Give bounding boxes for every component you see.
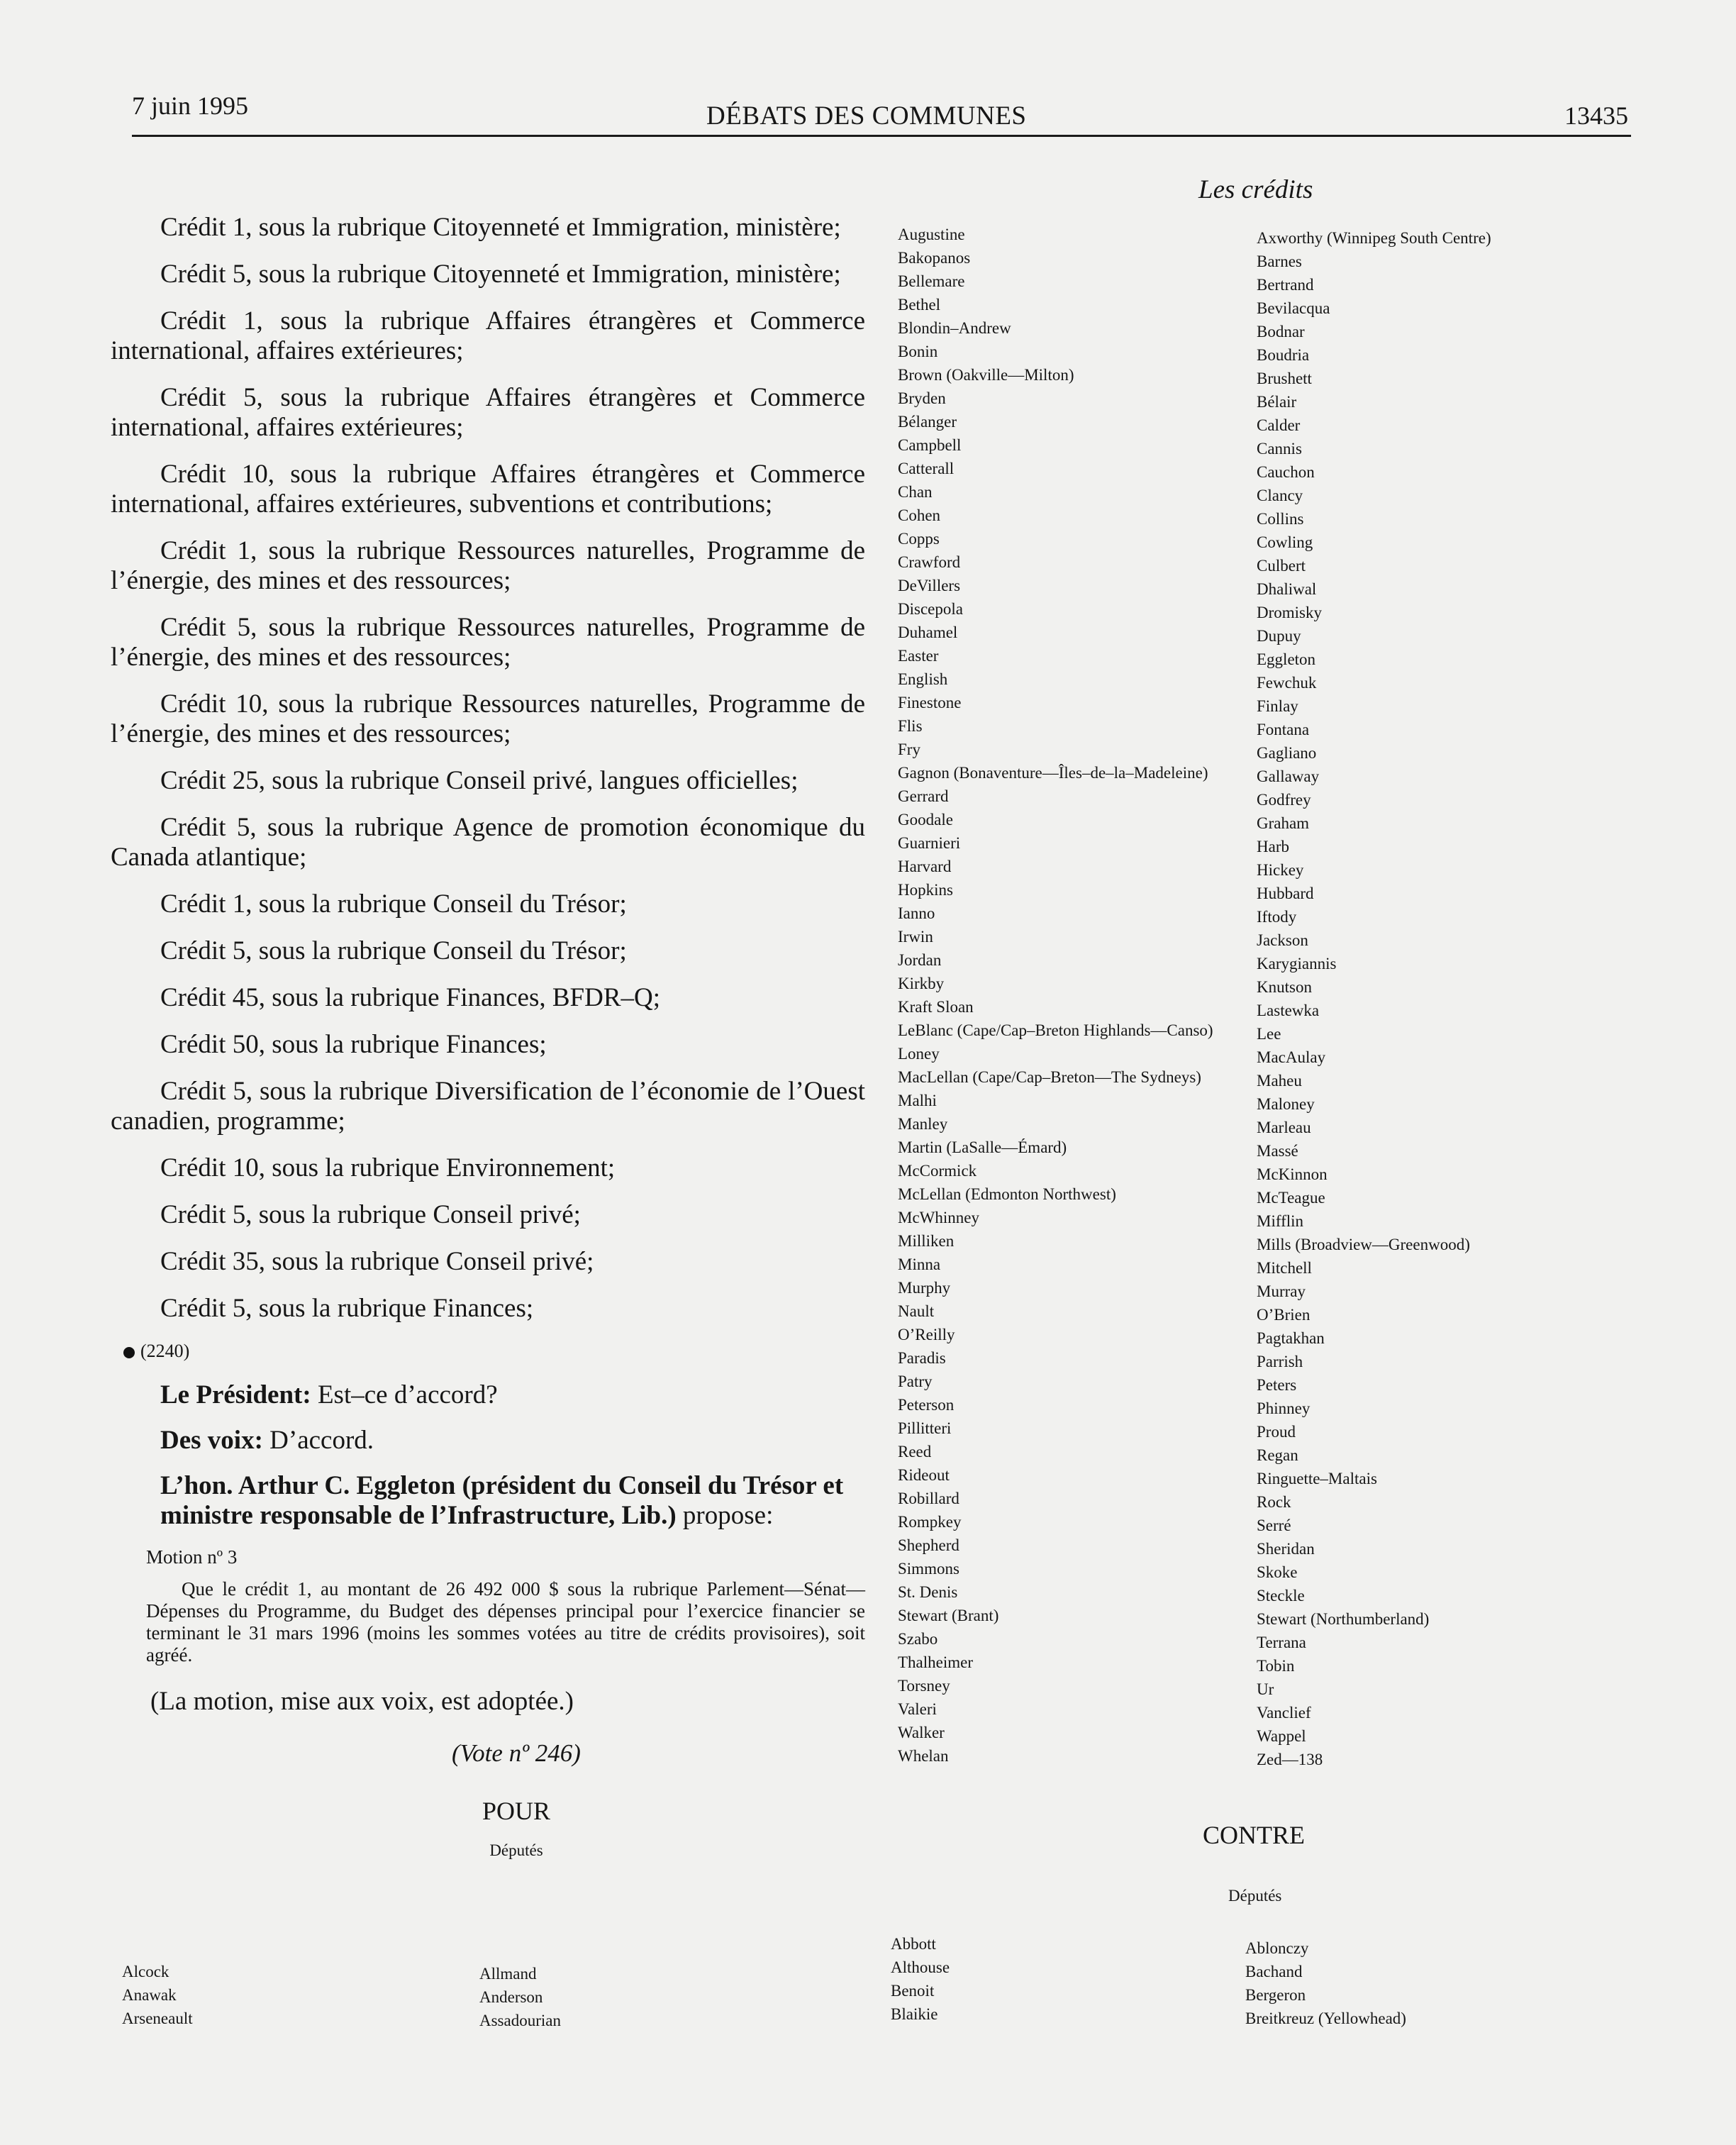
deputy-name: Iftody — [1257, 908, 1297, 926]
contre-heading: CONTRE — [1203, 1821, 1305, 1849]
deputy-name: Martin (LaSalle—Émard) — [898, 1138, 1067, 1156]
deputy-name: Cannis — [1257, 440, 1302, 458]
credits-list — [111, 213, 865, 1324]
deputy-name: Valeri — [898, 1700, 937, 1718]
deputy-name: Gagnon (Bonaventure—Îles–de–la–Madeleine) — [898, 764, 1208, 782]
deputy-name: Ianno — [898, 904, 935, 922]
deputy-name: Jordan — [898, 951, 942, 969]
bullet-icon — [123, 1347, 135, 1358]
time-marker-text: (2240) — [140, 1341, 190, 1361]
deputy-name: Stewart (Brant) — [898, 1607, 999, 1624]
deputy-name: Rompkey — [898, 1513, 962, 1531]
deputy-name: Peterson — [898, 1396, 955, 1414]
deputy-name: MacLellan (Cape/Cap–Breton—The Sydneys) — [898, 1068, 1201, 1086]
deputy-name: Fewchuk — [1257, 674, 1317, 692]
vote-label: (Vote nº 246) — [452, 1739, 581, 1767]
deputy-name: Nault — [898, 1302, 935, 1320]
deputy-name: O’Brien — [1257, 1306, 1311, 1324]
deputy-name: Blaikie — [891, 2005, 938, 2023]
deputy-name: Torsney — [898, 1677, 950, 1695]
deputy-name: Knutson — [1257, 978, 1312, 996]
deputy-name: Shepherd — [898, 1536, 959, 1554]
deputy-name: Loney — [898, 1045, 940, 1063]
deputy-name: Milliken — [898, 1232, 955, 1250]
deputy-name: Hickey — [1257, 861, 1304, 879]
pour-right-col2 — [1257, 226, 1491, 1771]
deputy-name: McKinnon — [1257, 1165, 1328, 1183]
deputy-name: Ringuette–Maltais — [1257, 1470, 1377, 1487]
deputy-name: Bryden — [898, 389, 946, 407]
deputy-name: Bodnar — [1257, 323, 1305, 340]
deputy-name: Calder — [1257, 416, 1301, 434]
deputy-name: Bethel — [898, 296, 941, 314]
deputy-name: Fontana — [1257, 721, 1310, 738]
speech-text: D’accord. — [262, 1426, 374, 1455]
deputy-name: Maloney — [1257, 1095, 1315, 1113]
deputy-name: Pillitteri — [898, 1419, 952, 1437]
deputy-name: Paradis — [898, 1349, 946, 1367]
contre-col2 — [1245, 1936, 1406, 2030]
deputy-name: McCormick — [898, 1162, 977, 1180]
deputy-name: Easter — [898, 647, 939, 665]
deputy-name: Rideout — [898, 1466, 950, 1484]
credit-item: Crédit 5, sous la rubrique Citoyenneté et Immigration, ministère; — [160, 260, 841, 289]
deputy-name: Barnes — [1257, 253, 1302, 270]
pour-bottom-col1 — [122, 1960, 193, 2030]
deputy-name: Assadourian — [479, 2012, 561, 2029]
pour-heading: POUR — [482, 1797, 551, 1825]
deputy-name: Breitkreuz (Yellowhead) — [1245, 2010, 1406, 2027]
deputy-name: LeBlanc (Cape/Cap–Breton Highlands—Canso) — [898, 1021, 1213, 1039]
deputy-name: Bergeron — [1245, 1986, 1306, 2004]
deputy-name: Thalheimer — [898, 1653, 974, 1671]
deputy-name: Jackson — [1257, 931, 1308, 949]
deputy-name: Dromisky — [1257, 604, 1322, 621]
deputy-name: Serré — [1257, 1517, 1291, 1534]
deputy-name: Murphy — [898, 1279, 951, 1297]
deputy-name: McWhinney — [898, 1209, 979, 1226]
deputy-name: Collins — [1257, 510, 1304, 528]
deputy-name: Chan — [898, 483, 933, 501]
deputy-name: Patry — [898, 1373, 933, 1390]
deputy-name: Simmons — [898, 1560, 959, 1578]
time-marker — [123, 1341, 865, 1362]
deputy-name: Alcock — [122, 1963, 169, 1980]
deputy-name: Godfrey — [1257, 791, 1311, 809]
deputy-name: Mills (Broadview—Greenwood) — [1257, 1236, 1470, 1253]
credit-item: Crédit 1, sous la rubrique Affaires étrangères et Commerce international, affaires extérieures; — [111, 306, 865, 365]
credit-item: Crédit 50, sous la rubrique Finances; — [160, 1030, 547, 1059]
deputy-name: Ur — [1257, 1680, 1274, 1698]
credit-item: Crédit 1, sous la rubrique Citoyenneté et Immigration, ministère; — [160, 213, 841, 242]
deputy-name: Cohen — [898, 506, 941, 524]
deputy-name: Lee — [1257, 1025, 1281, 1043]
contre-deputes-label: Députés — [1228, 1887, 1282, 1905]
deputy-name: Irwin — [898, 928, 933, 946]
adopted-statement: (La motion, mise aux voix, est adoptée.) — [150, 1687, 574, 1716]
pour-bottom-col2 — [479, 1962, 561, 2032]
deputy-name: Wappel — [1257, 1727, 1306, 1745]
motion-label: Motion nº 3 — [146, 1546, 238, 1568]
deputy-name: Manley — [898, 1115, 948, 1133]
speech-text: Est–ce d’accord? — [311, 1380, 498, 1409]
deputy-name: Proud — [1257, 1423, 1296, 1441]
deputy-name: Hubbard — [1257, 885, 1314, 902]
credit-item: Crédit 45, sous la rubrique Finances, BFDR–Q; — [160, 983, 661, 1012]
deputy-name: Sheridan — [1257, 1540, 1315, 1558]
deputy-name: English — [898, 670, 948, 688]
speaker-name: Des voix: — [160, 1426, 263, 1455]
deputy-name: Malhi — [898, 1092, 937, 1109]
deputy-name: Lastewka — [1257, 1002, 1320, 1019]
speaker-name: L’hon. Arthur C. Eggleton (président du Conseil du Trésor et ministre responsable de l’Infrastructure, Lib.) — [160, 1471, 844, 1530]
deputy-name: Walker — [898, 1724, 945, 1741]
deputy-name: Kirkby — [898, 975, 945, 992]
deputy-name: Goodale — [898, 811, 953, 828]
deputy-name: MacAulay — [1257, 1048, 1326, 1066]
deputy-name: Bellemare — [898, 272, 965, 290]
deputy-name: Finlay — [1257, 697, 1298, 715]
deputy-name: Axworthy (Winnipeg South Centre) — [1257, 229, 1491, 247]
credit-item: Crédit 1, sous la rubrique Ressources naturelles, Programme de l’énergie, des mines et des ressources; — [111, 536, 865, 595]
credit-item: Crédit 5, sous la rubrique Conseil du Trésor; — [160, 936, 627, 965]
deputy-name: Tobin — [1257, 1657, 1295, 1675]
credit-item: Crédit 5, sous la rubrique Conseil privé; — [160, 1200, 581, 1229]
deputy-name: Crawford — [898, 553, 961, 571]
deputy-name: Cauchon — [1257, 463, 1315, 481]
deputy-name: Cowling — [1257, 533, 1313, 551]
credit-item: Crédit 10, sous la rubrique Environnement; — [160, 1153, 616, 1182]
deputy-name: Finestone — [898, 694, 962, 711]
deputy-name: DeVillers — [898, 577, 961, 594]
deputy-name: Reed — [898, 1443, 932, 1461]
deputy-name: Maheu — [1257, 1072, 1302, 1090]
deputy-name: Culbert — [1257, 557, 1306, 575]
contre-col1 — [891, 1932, 950, 2026]
deputy-name: Graham — [1257, 814, 1310, 832]
speech-text: propose: — [676, 1501, 774, 1530]
credit-item: Crédit 10, sous la rubrique Ressources naturelles, Programme de l’énergie, des mines et des ressources; — [111, 689, 865, 748]
left-column — [111, 213, 865, 1867]
deputy-name: Skoke — [1257, 1563, 1298, 1581]
deputy-name: Phinney — [1257, 1399, 1311, 1417]
deputy-name: Clancy — [1257, 487, 1303, 504]
deputy-name: Anderson — [479, 1988, 543, 2006]
deputy-name: Bonin — [898, 343, 938, 360]
deputy-name: Harvard — [898, 858, 952, 875]
credit-item: Crédit 10, sous la rubrique Affaires étrangères et Commerce international, affaires extérieures, subventions et contributions; — [111, 460, 865, 519]
deputy-name: Campbell — [898, 436, 962, 454]
deputy-name: Copps — [898, 530, 940, 548]
deputy-name: Eggleton — [1257, 650, 1316, 668]
deputy-name: Benoit — [891, 1982, 935, 2000]
running-head: Les crédits — [1198, 175, 1313, 204]
publication-title: DÉBATS DES COMMUNES — [706, 101, 1027, 131]
page-date: 7 juin 1995 — [132, 92, 249, 120]
deputy-name: Karygiannis — [1257, 955, 1337, 972]
motion-text: Que le crédit 1, au montant de 26 492 000 $ sous la rubrique Parlement—Sénat—Dépenses du Programme, du Budget des dépenses principal pour l’exercice financier se terminant le 31 mars 1996 (moins les sommes votées au titre de crédits provisoires), soit agréé. — [146, 1578, 865, 1665]
deputy-name: Bertrand — [1257, 276, 1314, 294]
deputy-name: Zed—138 — [1257, 1751, 1323, 1768]
deputy-name: Catterall — [898, 460, 955, 477]
deputy-name: McLellan (Edmonton Northwest) — [898, 1185, 1116, 1203]
pour-deputes-label: Députés — [489, 1841, 543, 1859]
deputy-name: Gerrard — [898, 787, 949, 805]
deputy-name: St. Denis — [898, 1583, 958, 1601]
deputy-name: Stewart (Northumberland) — [1257, 1610, 1430, 1628]
deputy-name: Discepola — [898, 600, 963, 618]
deputy-name: Steckle — [1257, 1587, 1305, 1604]
credit-item: Crédit 1, sous la rubrique Conseil du Trésor; — [160, 889, 627, 919]
deputy-name: McTeague — [1257, 1189, 1325, 1207]
deputy-name: Massé — [1257, 1142, 1298, 1160]
speaker-name: Le Président: — [160, 1380, 311, 1409]
deputy-name: Althouse — [891, 1958, 950, 1976]
deputy-name: Robillard — [898, 1490, 959, 1507]
deputy-name: Minna — [898, 1256, 941, 1273]
deputy-name: Anawak — [122, 1986, 177, 2004]
deputy-name: Bélanger — [898, 413, 957, 431]
deputy-name: Abbott — [891, 1935, 936, 1953]
deputy-name: Gallaway — [1257, 767, 1320, 785]
deputy-name: Harb — [1257, 838, 1289, 855]
deputy-name: Brown (Oakville—Milton) — [898, 366, 1074, 384]
page-number: 13435 — [1564, 101, 1628, 130]
deputy-name: Terrana — [1257, 1634, 1306, 1651]
deputy-name: Augustine — [898, 226, 965, 243]
credit-item: Crédit 25, sous la rubrique Conseil privé, langues officielles; — [160, 766, 799, 795]
deputy-name: Duhamel — [898, 623, 958, 641]
credit-item: Crédit 35, sous la rubrique Conseil privé; — [160, 1247, 594, 1276]
credit-item: Crédit 5, sous la rubrique Agence de promotion économique du Canada atlantique; — [111, 813, 865, 872]
deputy-name: Dhaliwal — [1257, 580, 1317, 598]
deputy-name: Gagliano — [1257, 744, 1317, 762]
credit-item: Crédit 5, sous la rubrique Ressources naturelles, Programme de l’énergie, des mines et des ressources; — [111, 613, 865, 672]
deputy-name: O’Reilly — [898, 1326, 955, 1343]
speech-president — [111, 1380, 865, 1410]
deputy-name: Flis — [898, 717, 923, 735]
deputy-name: Hopkins — [898, 881, 953, 899]
credit-item: Crédit 5, sous la rubrique Affaires étrangères et Commerce international, affaires extérieures; — [111, 383, 865, 442]
credit-item: Crédit 5, sous la rubrique Finances; — [160, 1294, 534, 1323]
deputy-name: Blondin–Andrew — [898, 319, 1011, 337]
deputy-name: Bachand — [1245, 1963, 1303, 1980]
deputy-name: Whelan — [898, 1747, 949, 1765]
deputy-name: Allmand — [479, 1965, 537, 1983]
deputy-name: Rock — [1257, 1493, 1291, 1511]
deputy-name: Brushett — [1257, 370, 1312, 387]
deputy-name: Pagtakhan — [1257, 1329, 1325, 1347]
deputy-name: Ablonczy — [1245, 1939, 1309, 1957]
deputy-name: Szabo — [898, 1630, 938, 1648]
deputy-name: Vanclief — [1257, 1704, 1311, 1722]
deputy-name: Kraft Sloan — [898, 998, 974, 1016]
deputy-name: Murray — [1257, 1282, 1306, 1300]
credit-item: Crédit 5, sous la rubrique Diversification de l’économie de l’Ouest canadien, programme; — [111, 1077, 865, 1136]
deputy-name: Mifflin — [1257, 1212, 1304, 1230]
deputy-name: Parrish — [1257, 1353, 1303, 1370]
speech-eggleton — [111, 1471, 865, 1531]
deputy-name: Marleau — [1257, 1119, 1311, 1136]
deputy-name: Bélair — [1257, 393, 1297, 411]
deputy-name: Guarnieri — [898, 834, 961, 852]
deputy-name: Boudria — [1257, 346, 1310, 364]
deputy-name: Bakopanos — [898, 249, 971, 267]
header-rule — [132, 135, 1631, 137]
deputy-name: Bevilacqua — [1257, 299, 1330, 317]
deputy-name: Fry — [898, 741, 920, 758]
deputy-name: Mitchell — [1257, 1259, 1312, 1277]
speech-voices — [111, 1426, 865, 1456]
deputy-name: Peters — [1257, 1376, 1297, 1394]
deputy-name: Regan — [1257, 1446, 1298, 1464]
deputy-name: Arseneault — [122, 2010, 193, 2027]
deputy-name: Dupuy — [1257, 627, 1301, 645]
pour-right-col1 — [898, 223, 1213, 1768]
